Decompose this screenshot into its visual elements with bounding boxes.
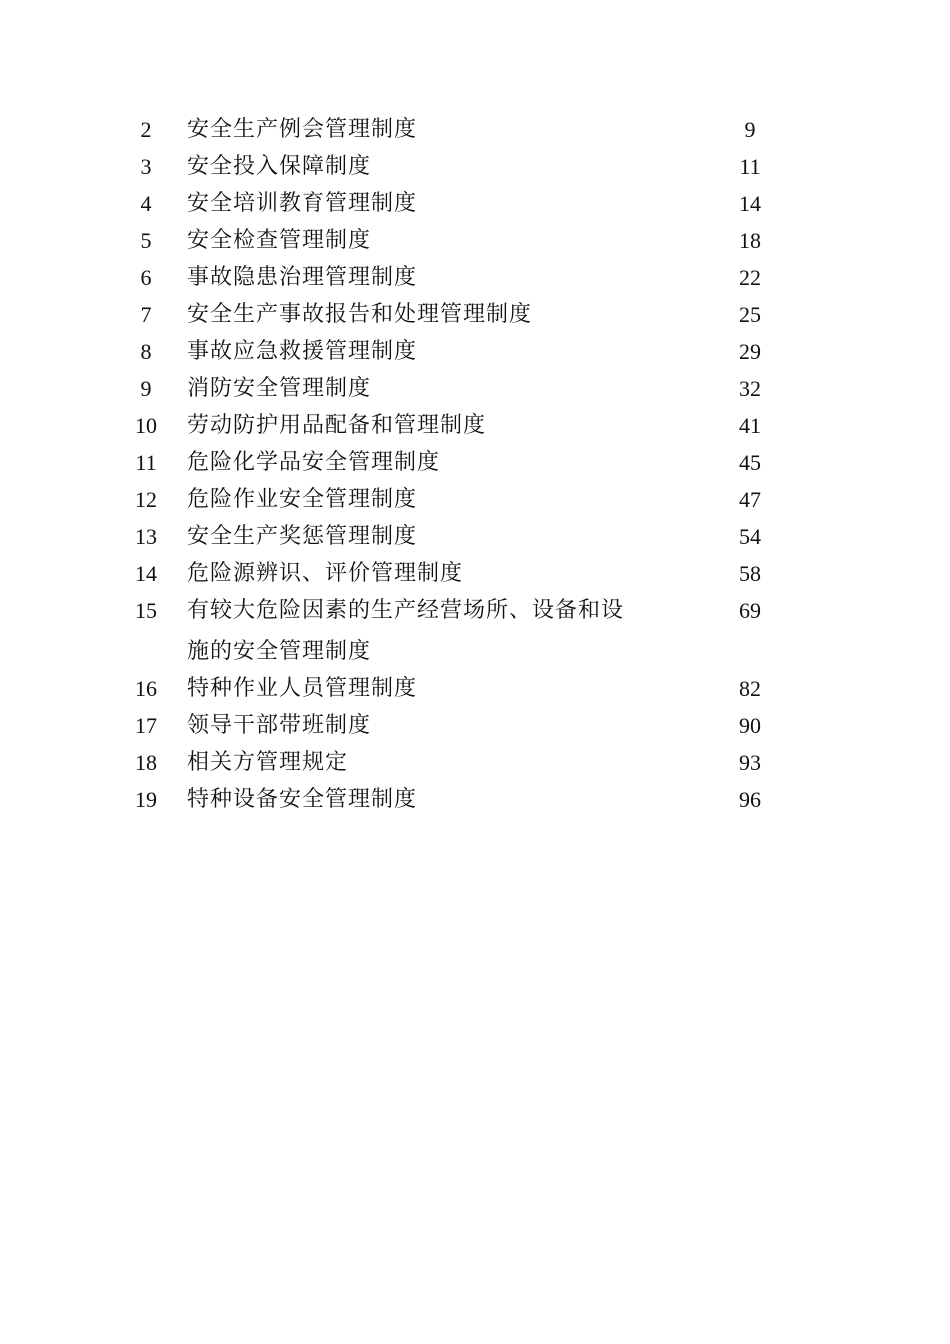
toc-entry-page: 47: [739, 487, 761, 512]
toc-entry-title: 安全生产奖惩管理制度: [187, 524, 418, 549]
toc-entry-number: 17: [135, 713, 157, 738]
toc-entry-title: 安全生产事故报告和处理管理制度: [187, 302, 533, 327]
toc-entry: [0, 518, 950, 555]
toc-entry-page: 29: [739, 339, 761, 364]
toc-entry-number: 19: [135, 787, 157, 812]
toc-entry-title: 事故应急救援管理制度: [187, 339, 418, 364]
table-of-contents: [0, 111, 950, 818]
toc-entry: [0, 111, 950, 148]
toc-entry-number: 5: [140, 228, 152, 253]
toc-entry-page: 9: [744, 117, 756, 142]
toc-entry-title: 特种作业人员管理制度: [187, 676, 418, 701]
toc-entry: [0, 259, 950, 296]
toc-entry-title: 劳动防护用品配备和管理制度: [187, 413, 487, 438]
toc-entry: [0, 407, 950, 444]
toc-entry: [0, 333, 950, 370]
toc-entry: [0, 148, 950, 185]
toc-entry-number: 6: [140, 265, 152, 290]
toc-entry-number: 3: [140, 154, 152, 179]
toc-entry: [0, 481, 950, 518]
toc-entry-number: 16: [135, 676, 157, 701]
toc-entry-page: 32: [739, 376, 761, 401]
toc-entry-page: 22: [739, 265, 761, 290]
toc-entry-page: 93: [739, 750, 761, 775]
toc-entry-page: 11: [739, 154, 761, 179]
toc-entry: [0, 370, 950, 407]
toc-entry-title: 特种设备安全管理制度: [187, 787, 418, 812]
toc-entry: [0, 444, 950, 481]
toc-entry: [0, 555, 950, 592]
toc-entry-number: 10: [135, 413, 157, 438]
toc-entry: [0, 296, 950, 333]
toc-entry-number: 12: [135, 487, 157, 512]
toc-entry-title: 相关方管理规定: [187, 750, 349, 775]
toc-entry-number: 15: [135, 598, 157, 623]
toc-entry-title: 领导干部带班制度: [187, 713, 372, 738]
toc-entry: [0, 707, 950, 744]
toc-entry-number: 18: [135, 750, 157, 775]
toc-entry-number: 11: [135, 450, 157, 475]
toc-entry-page: 41: [739, 413, 761, 438]
toc-entry-page: 45: [739, 450, 761, 475]
toc-entry-title: 消防安全管理制度: [187, 376, 372, 401]
toc-entry-number: 13: [135, 524, 157, 549]
toc-entry-title: 安全投入保障制度: [187, 154, 372, 179]
toc-entry-title: 安全培训教育管理制度: [187, 191, 418, 216]
toc-entry: [0, 744, 950, 781]
toc-entry-number: 9: [140, 376, 152, 401]
toc-entry-title: 安全生产例会管理制度: [187, 117, 418, 142]
toc-entry: [0, 222, 950, 259]
toc-entry-title: 事故隐患治理管理制度: [187, 265, 418, 290]
toc-entry-page: 18: [739, 228, 761, 253]
toc-entry-number: 4: [140, 191, 152, 216]
toc-entry-title: 安全检查管理制度: [187, 228, 372, 253]
toc-entry: [0, 670, 950, 707]
toc-entry-number: 2: [140, 117, 152, 142]
toc-entry-title: [187, 592, 667, 670]
toc-entry-title: 危险作业安全管理制度: [187, 487, 418, 512]
toc-entry-number: 14: [135, 561, 157, 586]
toc-entry-number: 7: [140, 302, 152, 327]
toc-entry-page: 14: [739, 191, 761, 216]
toc-entry: [0, 781, 950, 818]
toc-entry: [0, 592, 950, 670]
toc-entry-page: 25: [739, 302, 761, 327]
toc-entry-title: 危险化学品安全管理制度: [187, 450, 441, 475]
toc-entry-page: 58: [739, 561, 761, 586]
toc-entry-page: 96: [739, 787, 761, 812]
toc-entry-page: 69: [739, 598, 761, 623]
toc-entry-title: 危险源辨识、评价管理制度: [187, 561, 464, 586]
toc-entry-page: 90: [739, 713, 761, 738]
toc-entry-page: 54: [739, 524, 761, 549]
toc-entry-title-line2: 施的安全管理制度: [187, 639, 372, 664]
toc-entry-page: 82: [739, 676, 761, 701]
toc-entry-number: 8: [140, 339, 152, 364]
toc-entry: [0, 185, 950, 222]
toc-entry-title-line1: 有较大危险因素的生产经营场所、设备和设: [187, 598, 625, 623]
